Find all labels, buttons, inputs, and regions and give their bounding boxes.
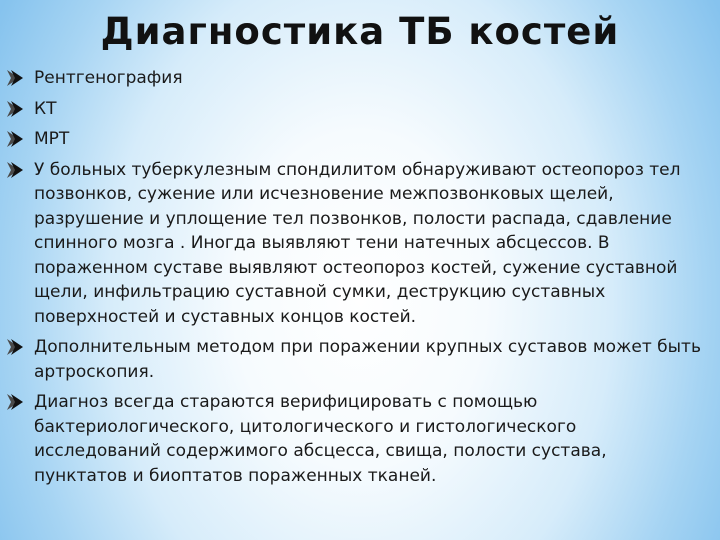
bullet-text: МРТ xyxy=(34,129,70,149)
arrow-bullet-icon xyxy=(6,69,32,87)
arrow-bullet-icon xyxy=(6,338,32,356)
bullet-item xyxy=(4,97,704,122)
bullet-item xyxy=(4,390,704,488)
bullet-item xyxy=(4,127,704,152)
bullet-list xyxy=(4,66,704,494)
bullet-text: Диагноз всегда стараются верифицировать с помощью бактериологического, цитологического и гистологического исследований содержимого абсцесса, свища, полости сустава, пунктатов и биоптатов пораженных тканей. xyxy=(34,392,607,486)
arrow-bullet-icon xyxy=(6,161,32,179)
arrow-bullet-icon xyxy=(6,130,32,148)
bullet-text: Дополнительным методом при поражении крупных суставов может быть артроскопия. xyxy=(34,337,701,382)
bullet-text: У больных туберкулезным спондилитом обнаруживают остеопороз тел позвонков, сужение или исчезновение межпозвонковых щелей, разрушение и уплощение тел позвонков, полости распада, сдавление спинного мозга . Иногда выявляют тени натечных абсцессов. В пораженном суставе выявляют остеопороз костей, сужение суставной щели, инфильтрацию суставной сумки, деструкцию суставных поверхностей и суставных концов костей. xyxy=(34,159,681,327)
bullet-text: Рентгенография xyxy=(34,68,183,88)
arrow-bullet-icon xyxy=(6,100,32,118)
bullet-text: КТ xyxy=(34,98,57,119)
bullet-item xyxy=(4,66,704,91)
bullet-item xyxy=(4,158,704,330)
bullet-item xyxy=(4,335,704,384)
arrow-bullet-icon xyxy=(6,393,32,411)
slide-title: Диагностика ТБ костей xyxy=(100,10,620,53)
